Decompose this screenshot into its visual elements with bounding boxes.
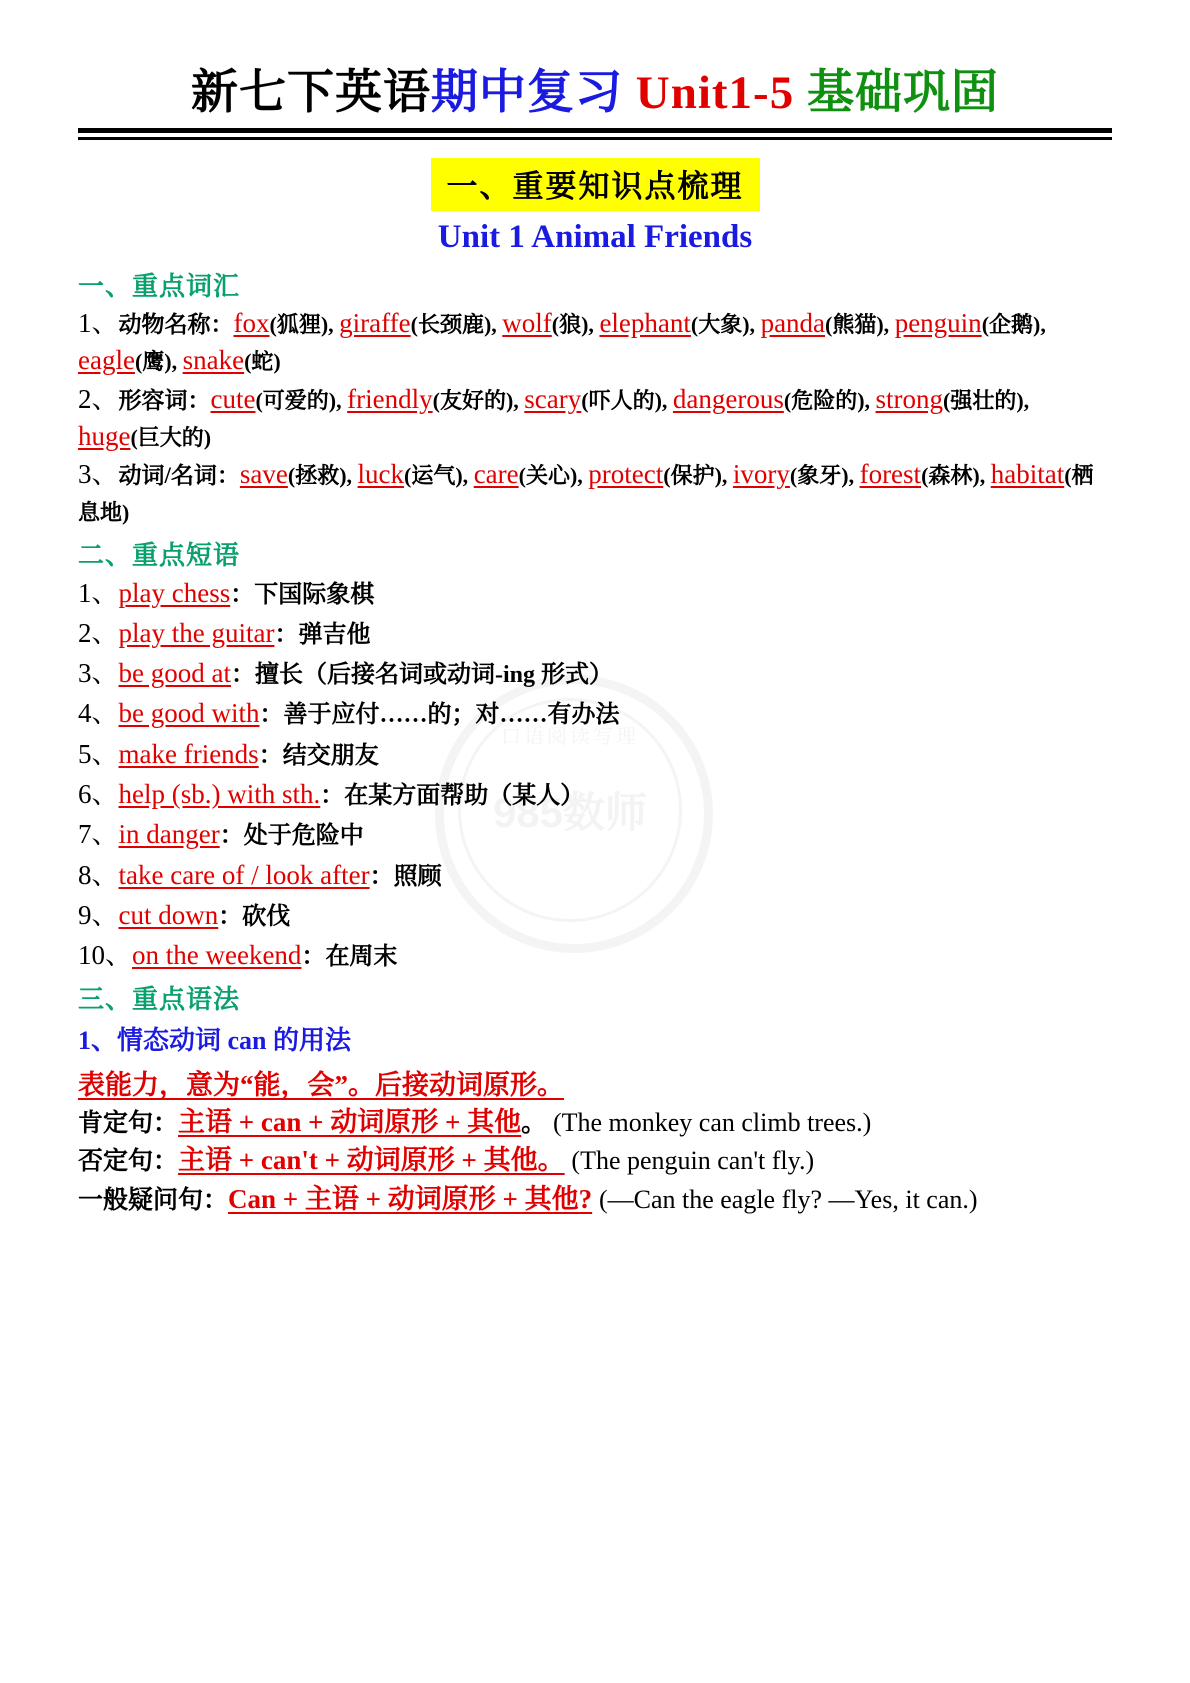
phrase-num: 8、 (78, 859, 119, 890)
vocab-gloss: (友好的), (432, 387, 525, 413)
vocab-word: panda (760, 308, 826, 338)
grammar-row-question (78, 1181, 1112, 1219)
phrase-en: on the weekend (132, 940, 302, 971)
phrase-sep: ： (259, 702, 284, 729)
vocab-gloss: (狐狸), (269, 312, 340, 337)
phrase-item (78, 856, 1112, 894)
vocab-group-1-label: 动物名称： (118, 312, 234, 337)
vocab-gloss: (关心), (518, 463, 589, 488)
vocab-word: wolf (502, 308, 552, 338)
vocab-word: habitat (990, 459, 1065, 489)
vocab-group-2-label: 形容词： (118, 387, 211, 413)
phrase-num: 9、 (78, 900, 119, 931)
vocab-gloss: (象牙), (789, 463, 860, 488)
phrase-num: 1、 (78, 577, 119, 608)
phrase-en: in danger (118, 819, 220, 850)
phrase-item (78, 614, 1112, 652)
grammar-row-example: (The monkey can climb trees.) (552, 1107, 872, 1137)
vocab-group-3-num: 3、 (78, 459, 119, 489)
phrase-sep: ： (219, 823, 244, 850)
grammar-row-structure: 主语 + can't + 动词原形 + 其他。 (178, 1145, 565, 1176)
vocab-gloss: (拯救), (287, 463, 358, 488)
vocab-group-3 (78, 456, 1112, 531)
watermark-main-text: 985数师 (492, 789, 648, 836)
phrase-en: help (sb.) with sth. (118, 779, 321, 810)
phrase-cn: 照顾 (393, 863, 442, 890)
vocab-gloss: (运气), (404, 463, 474, 488)
phrase-en: take care of / look after (118, 859, 370, 890)
vocab-gloss: (可爱的), (255, 387, 348, 413)
vocab-gloss: (长颈鹿), (410, 312, 503, 337)
grammar-subtitle: 1、情态动词 can 的用法 (78, 1025, 352, 1055)
phrase-cn: 砍伐 (242, 904, 291, 931)
phrase-item (78, 694, 1112, 732)
phrase-item (78, 815, 1112, 853)
vocab-gloss: (危险的), (783, 387, 876, 413)
vocab-word: ivory (732, 459, 790, 489)
vocab-word: forest (859, 459, 922, 489)
vocab-word: cute (210, 383, 256, 414)
phrase-item (78, 936, 1112, 974)
watermark-top-text: 口语阅读写理 (501, 726, 639, 748)
section-heading-vocab: 一、重点词汇 (78, 272, 241, 301)
grammar-row-structure: Can + 主语 + 动词原形 + 其他? (228, 1183, 593, 1214)
vocab-word: scary (524, 383, 582, 414)
vocab-word: giraffe (339, 308, 411, 338)
vocab-gloss: (狼), (551, 312, 600, 337)
phrase-num: 4、 (78, 698, 119, 729)
phrase-item (78, 654, 1112, 692)
phrase-item (78, 896, 1112, 934)
phrase-cn: 在某方面帮助（某人） (344, 783, 585, 810)
vocab-gloss: (大象), (690, 312, 761, 337)
section-heading-phrases: 二、重点短语 (78, 540, 241, 570)
vocab-group-2 (78, 381, 1112, 456)
phrase-cn: 弹吉他 (298, 621, 371, 648)
vocab-gloss: (熊猫), (825, 312, 895, 337)
phrase-sep: ： (320, 783, 345, 810)
section-banner (78, 158, 1112, 211)
vocab-word: save (239, 459, 288, 489)
phrase-cn: 在周末 (325, 944, 398, 971)
phrase-cn: 擅长（后接名词或动词-ing 形式） (254, 662, 613, 689)
grammar-row-negative (78, 1142, 1112, 1180)
vocab-group-1 (78, 305, 1112, 380)
section-banner-text: 一、重要知识点梳理 (431, 158, 760, 211)
vocab-group-1-num: 1、 (78, 308, 119, 338)
title-part-4: 基础巩固 (806, 67, 999, 119)
vocab-word: care (473, 459, 519, 489)
phrase-item (78, 574, 1112, 612)
phrase-sep: ： (218, 904, 243, 931)
grammar-row-affirmative (78, 1104, 1112, 1142)
phrase-num: 7、 (78, 819, 119, 850)
vocab-word: friendly (347, 383, 433, 414)
vocab-gloss: (森林), (921, 463, 991, 488)
vocab-word: huge (78, 420, 131, 451)
title-part-1: 新七下英语 (191, 67, 432, 119)
vocab-word: luck (357, 459, 405, 489)
vocab-word: fox (233, 308, 270, 338)
vocab-word: dangerous (672, 383, 784, 414)
phrase-cn: 处于危险中 (243, 823, 364, 850)
phrase-num: 5、 (78, 738, 119, 769)
phrase-num: 6、 (78, 779, 119, 810)
phrase-num: 2、 (78, 617, 119, 648)
vocab-word: elephant (599, 308, 691, 338)
grammar-row-example: (—Can the eagle fly? —Yes, it can.) (598, 1184, 978, 1214)
phrase-en: be good with (118, 698, 260, 729)
grammar-rule: 表能力，意为“能，会”。后接动词原形。 (78, 1069, 564, 1100)
grammar-rule-wrapper (78, 1059, 1112, 1104)
phrase-sep: ： (230, 662, 255, 689)
grammar-row-structure: 主语 + can + 动词原形 + 其他 (178, 1106, 522, 1137)
page-title (78, 55, 1112, 122)
phrase-en: play the guitar (118, 617, 275, 648)
vocab-word: snake (182, 345, 245, 376)
vocab-word: eagle (78, 345, 135, 376)
title-divider (78, 128, 1112, 140)
unit-title: Unit 1 Animal Friends (437, 219, 753, 255)
grammar-row-label: 一般疑问句： (78, 1186, 229, 1214)
phrase-num: 10、 (78, 940, 132, 971)
vocab-gloss: (鹰), (134, 349, 183, 375)
vocab-gloss: (巨大的) (130, 424, 212, 450)
section-heading-grammar: 三、重点语法 (78, 984, 241, 1014)
grammar-row-tail: 。 (521, 1109, 547, 1137)
vocab-gloss: (蛇) (244, 349, 281, 375)
vocab-group-2-num: 2、 (78, 383, 119, 414)
phrase-num: 3、 (78, 658, 119, 689)
phrase-cn: 下国际象棋 (254, 581, 375, 608)
phrase-sep: ： (301, 944, 326, 971)
vocab-gloss: (吓人的), (581, 387, 673, 413)
phrase-cn: 善于应付……的；对……有办法 (283, 702, 620, 729)
phrase-en: play chess (118, 577, 231, 608)
grammar-row-label: 否定句： (78, 1148, 179, 1176)
phrase-en: be good at (118, 658, 231, 689)
vocab-gloss: (强壮的), (943, 387, 1030, 413)
vocab-gloss: (栖息地) (78, 463, 1094, 526)
phrase-sep: ： (274, 621, 299, 648)
vocab-group-3-label: 动词/名词： (118, 463, 240, 488)
phrase-en: cut down (118, 900, 219, 931)
vocab-word: strong (875, 383, 944, 414)
grammar-row-label: 肯定句： (78, 1109, 179, 1137)
vocab-gloss: (保护), (663, 463, 733, 488)
title-part-2: 期中复习 (431, 67, 624, 119)
phrase-cn: 结交朋友 (282, 742, 379, 769)
title-part-3: Unit1-5 (623, 67, 807, 119)
phrase-en: make friends (118, 738, 259, 769)
grammar-row-example: (The penguin can't fly.) (571, 1146, 815, 1176)
phrase-sep: ： (230, 581, 255, 608)
phrase-item (78, 775, 1112, 813)
vocab-gloss: (企鹅), (981, 312, 1046, 337)
vocab-word: protect (588, 459, 664, 489)
phrase-item (78, 735, 1112, 773)
phrase-sep: ： (369, 863, 394, 890)
vocab-word: penguin (894, 308, 982, 338)
phrase-sep: ： (258, 742, 283, 769)
